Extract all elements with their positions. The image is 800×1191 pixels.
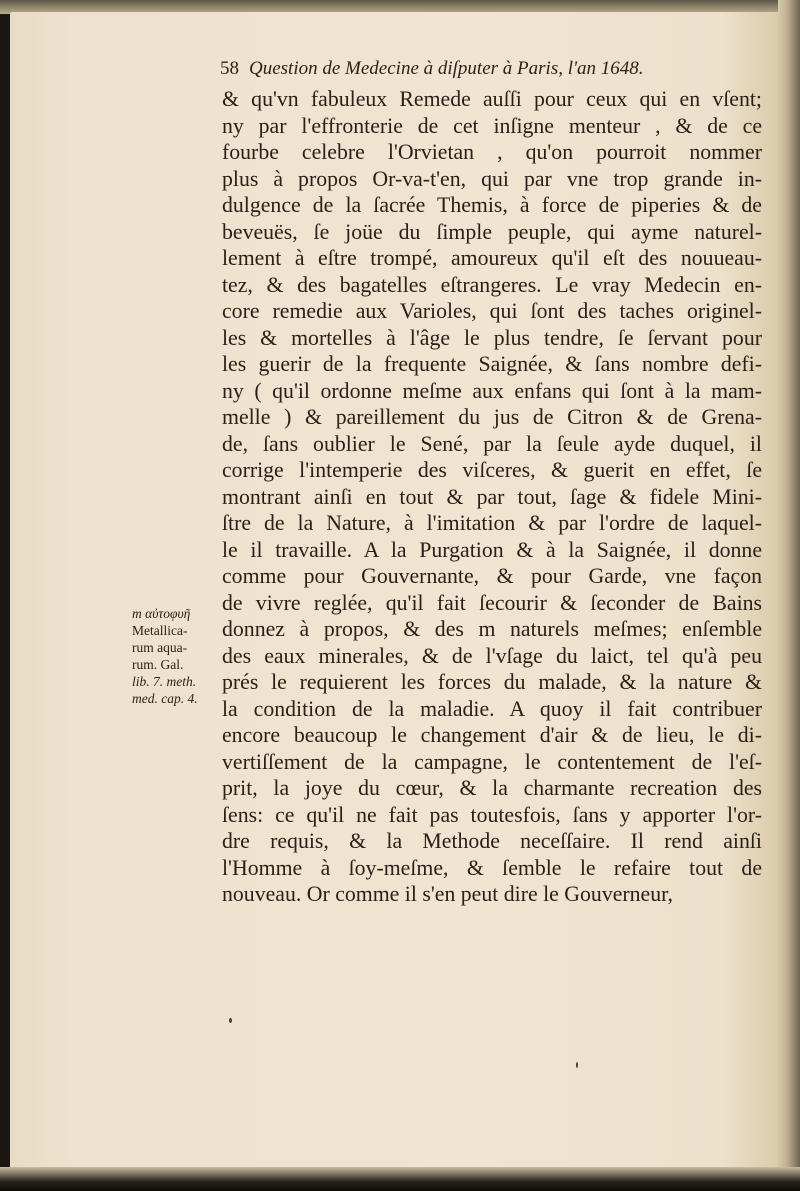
margin-note-line: rum aqua- [132, 640, 188, 655]
text-line: plus à propos Or-va-t'en, qui par vne trop grande in- [222, 166, 762, 191]
text-line: encore beaucoup le changement d'air & de lieu, le di- [222, 723, 762, 747]
margin-note-line: m αὐτοφυῆ [132, 606, 191, 621]
text-line: melle ) & pareillement du jus de Citron & de Grena- [222, 405, 762, 429]
text-line: beveuës, ſe joüe du ſimple peuple, qui ayme naturel- [222, 219, 762, 244]
text-line: des eaux minerales, & de l'vſage du laict, tel qu'à peu [222, 643, 762, 668]
text-line: comme pour Gouvernante, & pour Garde, vne façon [222, 564, 762, 588]
text-line: le il travaille. A la Purgation & à la Saignée, il donne [222, 537, 762, 562]
text-line: dulgence de la ſacrée Themis, à force de piperies & de [222, 193, 762, 217]
text-line: de, ſans oublier le Sené, par la ſeule ayde duquel, il [222, 431, 762, 456]
text-line: & qu'vn fabuleux Remede auſſi pour ceux qui en vſent; [222, 87, 762, 111]
text-line: donnez à propos, & des m naturels meſmes; enſemble [222, 617, 762, 641]
body-text [222, 86, 762, 908]
margin-note-line: rum. Gal. [132, 657, 184, 672]
text-line: ny par l'effronterie de cet inſigne menteur , & de ce [222, 113, 762, 138]
page-number: 58 [220, 58, 239, 79]
text-line: dre requis, & la Methode neceſſaire. Il rend ainſi [222, 829, 762, 853]
text-line: les & mortelles à l'âge le plus tendre, ſe ſervant pour [222, 325, 762, 350]
text-line: ny ( qu'il ordonne meſme aux enfans qui ſont à la mam- [222, 378, 762, 403]
text-line: prés le requierent les forces du malade, & la nature & [222, 670, 762, 694]
text-line: lement à eſtre trompé, amoureux qu'il eſt des nouueau- [222, 246, 762, 270]
margin-note-line: Metallica- [132, 623, 188, 638]
margin-note-line: med. cap. 4. [132, 691, 198, 706]
margin-note-line: lib. 7. meth. [132, 674, 197, 689]
right-page-stack [778, 0, 800, 1191]
text-line: core remedie aux Varioles, qui ſont des taches originel- [222, 299, 762, 323]
text-line: ſens: ce qu'il ne fait pas toutesfois, ſans y apporter l'or- [222, 802, 762, 827]
text-line: vertiſſement de la campagne, le contentement de l'eſ- [222, 749, 762, 774]
text-line: tez, & des bagatelles eſtrangeres. Le vray Medecin en- [222, 272, 762, 297]
text-line: montrant ainſi en tout & par tout, ſage & fidele Mini- [222, 484, 762, 509]
text-line: l'Homme à ſoy-meſme, & ſemble le refaire tout de [222, 855, 762, 880]
ink-speck [576, 1062, 578, 1068]
text-line: de vivre reglée, qu'il fait ſecourir & ſeconder de Bains [222, 590, 762, 615]
running-header [220, 58, 760, 84]
ink-speck [229, 1018, 232, 1023]
text-line: corrige l'intemperie des viſceres, & guerit en effet, ſe [222, 458, 762, 482]
show-through-text [330, 936, 750, 986]
text-line: nouveau. Or comme il s'en peut dire le Gouverneur, [222, 882, 673, 906]
running-title: Question de Medecine à diſputer à Paris, l'an 1648. [249, 58, 644, 79]
text-line: fourbe celebre l'Orvietan , qu'on pourroit nommer [222, 140, 762, 164]
margin-note [132, 605, 224, 707]
text-line: la condition de la maladie. A quoy il fait contribuer [222, 696, 762, 721]
text-line: les guerir de la frequente Saignée, & ſans nombre defi- [222, 352, 762, 376]
text-line: prit, la joye du cœur, & la charmante recreation des [222, 776, 762, 800]
text-line: ſtre de la Nature, à l'imitation & par l'ordre de laquel- [222, 511, 762, 535]
bottom-page-edge [0, 1167, 800, 1191]
